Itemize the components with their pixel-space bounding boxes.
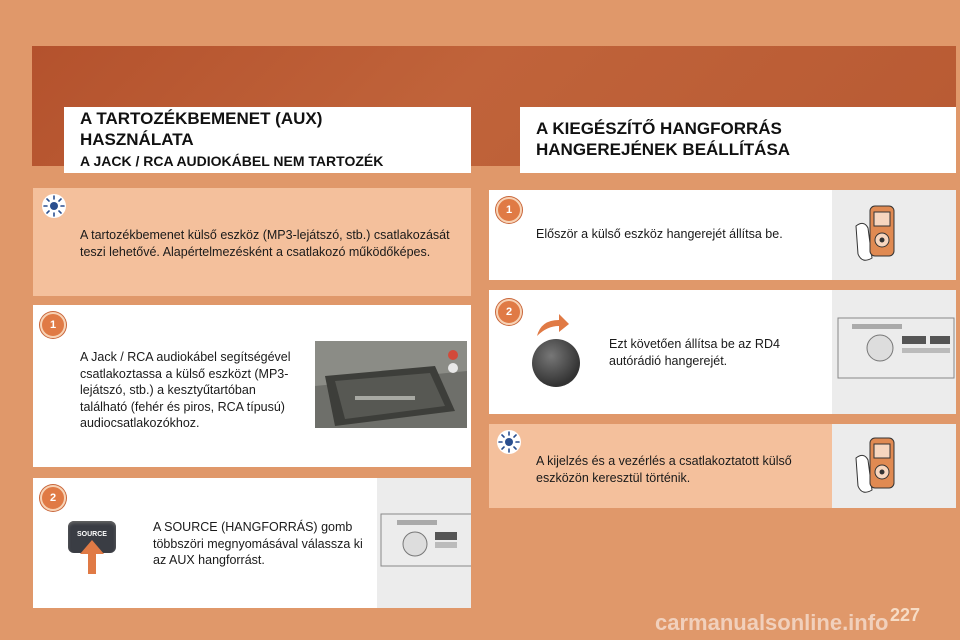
watermark: carmanualsonline.info <box>655 610 889 635</box>
right-title-line2: HANGEREJÉNEK BEÁLLÍTÁSA <box>536 140 791 160</box>
left-subtitle: A JACK / RCA AUDIOKÁBEL NEM TARTOZÉK <box>80 153 384 169</box>
right-info-text: A kijelzés és a vezérlés a csatlakoztatott külső eszközön keresztül történik. <box>536 454 792 485</box>
right-step2-text: Ezt követően állítsa be az RD4 autórádió hangerejét. <box>609 337 780 368</box>
left-info-text: A tartozékbemenet külső eszköz (MP3-lejátszó, stb.) csatlakozását teszi lehetővé. Alapértelmezésként a csatlakozó működőképes. <box>80 228 450 259</box>
left-title-line2: HASZNÁLATA <box>80 130 194 150</box>
right-title-line1: A KIEGÉSZÍTŐ HANGFORRÁS <box>536 119 782 138</box>
mp3-player-icon <box>852 200 908 270</box>
sun-icon-right <box>495 428 523 456</box>
sun-icon <box>40 192 68 220</box>
left-step1-badge: 1 <box>40 312 66 338</box>
right-step1-text: Először a külső eszköz hangerejét állítsa be. <box>536 227 783 241</box>
mp3-player-icon-2 <box>852 432 908 502</box>
left-step1-text: A Jack / RCA audiokábel segítségével csatlakoztassa a külső eszközt (MP3-lejátszó, stb.) a kesztyűtartóban található (fehér és piros, RCA típusú) audiocsatlakozókhoz. <box>80 350 291 430</box>
right-title <box>536 118 790 161</box>
left-title-line1: A TARTOZÉKBEMENET (AUX) <box>80 109 323 128</box>
left-step2-text: A SOURCE (HANGFORRÁS) gomb többszöri megnyomásával válassza ki az AUX hangforrást. <box>153 520 363 567</box>
arrow-up-icon <box>80 540 104 574</box>
radio-panel-left <box>377 508 471 570</box>
page-number: 227 <box>889 605 920 625</box>
right-step1-badge: 1 <box>496 197 522 223</box>
volume-knob[interactable] <box>532 339 580 387</box>
radio-panel-right <box>832 312 956 384</box>
rotate-arrow-icon <box>535 312 571 338</box>
right-step2-badge: 2 <box>496 299 522 325</box>
left-step2-badge: 2 <box>40 485 66 511</box>
glovebox-photo <box>315 341 467 428</box>
left-title <box>80 108 322 151</box>
source-button-label: SOURCE <box>77 531 107 538</box>
